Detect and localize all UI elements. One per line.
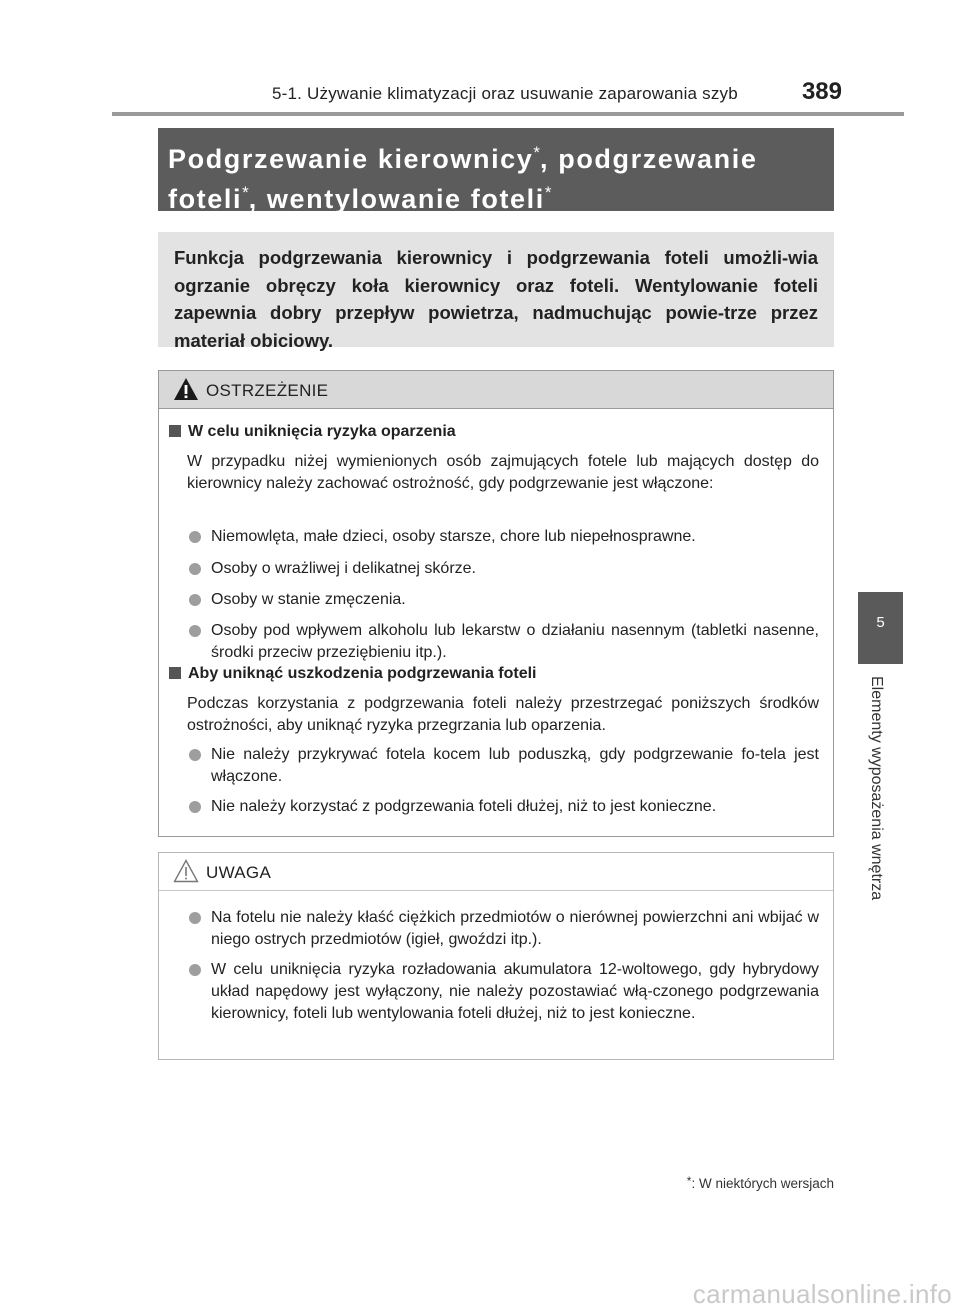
- intro-box: [158, 232, 834, 351]
- running-title: 5-1. Używanie klimatyzacji oraz usuwanie zaparowania szyb: [272, 84, 738, 103]
- caution-header: [159, 853, 833, 891]
- warning-bullet-text: Niemowlęta, małe dzieci, osoby starsze, chore lub niepełnosprawne.: [211, 528, 696, 545]
- intro-text: Funkcja podgrzewania kierownicy i podgrzewania foteli umożli-wia ogrzanie obręczy koła kierownicy oraz foteli. Wentylowanie foteli zapewnia dobry przepływ powietrza, nadmuchując powie-trze przez materiał obiciowy.: [174, 247, 818, 351]
- warning-bullet: [189, 526, 819, 548]
- caution-bullet-text: Na fotelu nie należy kłaść ciężkich przedmiotów o nierównej powierzchni ani wbijać w niego ostrych przedmiotów (igieł, gwoździ itp.).: [211, 909, 819, 948]
- footnote: [687, 1174, 834, 1191]
- round-bullet-icon: [189, 964, 201, 976]
- warning-bullet: [189, 620, 819, 664]
- footnote-text: : W niektórych wersjach: [691, 1176, 834, 1191]
- warning-section-text: W przypadku niżej wymienionych osób zajmujących fotele lub mających dostęp do kierownicy należy zachować ostrożność, gdy podgrzewanie jest włączone:: [187, 453, 819, 492]
- caution-bullet: [189, 959, 819, 1025]
- warning-section-text: Podczas korzystania z podgrzewania foteli należy przestrzegać poniższych środków ostrożności, aby uniknąć ryzyka przegrzania lub oparzenia.: [187, 695, 819, 734]
- watermark-text: carmanualsonline.info: [692, 1279, 952, 1309]
- warning-bullet: [189, 744, 819, 788]
- warning-bullet-text: Osoby o wrażliwej i delikatnej skórze.: [211, 560, 476, 577]
- caution-triangle-icon: [173, 859, 199, 883]
- warning-bullet-text: Nie należy korzystać z podgrzewania foteli dłużej, niż to jest konieczne.: [211, 798, 717, 815]
- running-header: [272, 78, 842, 108]
- warning-section-heading-text: Aby uniknąć uszkodzenia podgrzewania foteli: [188, 665, 537, 682]
- square-bullet-icon: [169, 667, 181, 679]
- round-bullet-icon: [189, 625, 201, 637]
- section-title-box: [158, 128, 834, 214]
- warning-bullet: [189, 589, 819, 611]
- round-bullet-icon: [189, 801, 201, 813]
- warning-bullet-text: Nie należy przykrywać fotela kocem lub poduszką, gdy podgrzewanie fo-tela jest włączone.: [211, 746, 819, 785]
- warning-bullet-text: Osoby pod wpływem alkoholu lub lekarstw o działaniu nasennym (tabletki nasenne, środki przeciw przeziębieniu itp.).: [211, 622, 819, 661]
- round-bullet-icon: [189, 563, 201, 575]
- round-bullet-icon: [189, 594, 201, 606]
- title-part-3: foteli: [168, 184, 243, 214]
- title-star-3: *: [544, 183, 552, 202]
- warning-section-heading-text: W celu uniknięcia ryzyka oparzenia: [188, 423, 456, 440]
- title-star-2: *: [242, 183, 249, 202]
- warning-title: OSTRZEŻENIE: [206, 381, 329, 400]
- chapter-label-text: Elementy wyposażenia wnętrza: [868, 676, 885, 901]
- title-star-1: *: [533, 143, 541, 162]
- header-rule: [112, 112, 904, 116]
- warning-triangle-icon: [173, 377, 199, 401]
- warning-bullet-text: Osoby w stanie zmęczenia.: [211, 591, 406, 608]
- round-bullet-icon: [189, 912, 201, 924]
- warning-section-heading: [169, 423, 456, 441]
- title-part-1: Podgrzewanie kierownicy: [168, 144, 534, 174]
- page-number: 389: [801, 78, 842, 105]
- warning-box: [158, 370, 834, 837]
- title-part-4: , wentylowanie foteli: [248, 184, 545, 214]
- caution-box: [158, 852, 834, 1060]
- footnote-star: *: [686, 1174, 692, 1188]
- caution-bullet: [189, 907, 819, 951]
- square-bullet-icon: [169, 425, 181, 437]
- chapter-tab: [858, 592, 903, 664]
- title-part-2: , podgrzewanie: [540, 144, 758, 174]
- watermark: [0, 1273, 960, 1313]
- round-bullet-icon: [189, 531, 201, 543]
- chapter-label: [867, 676, 889, 946]
- caution-title: UWAGA: [206, 863, 272, 882]
- section-title: [168, 136, 828, 216]
- warning-bullet: [189, 558, 819, 580]
- caution-bullet-text: W celu uniknięcia ryzyka rozładowania akumulatora 12-woltowego, gdy hybrydowy układ napędowy jest wyłączony, nie należy pozostawiać włą-czonego podgrzewania kierownicy, foteli lub wentylowania foteli dłużej, niż to jest konieczne.: [211, 961, 819, 1022]
- warning-section-heading: [169, 665, 537, 683]
- warning-header: [159, 371, 833, 409]
- warning-bullet: [189, 796, 819, 818]
- chapter-number: 5: [876, 614, 885, 631]
- round-bullet-icon: [189, 749, 201, 761]
